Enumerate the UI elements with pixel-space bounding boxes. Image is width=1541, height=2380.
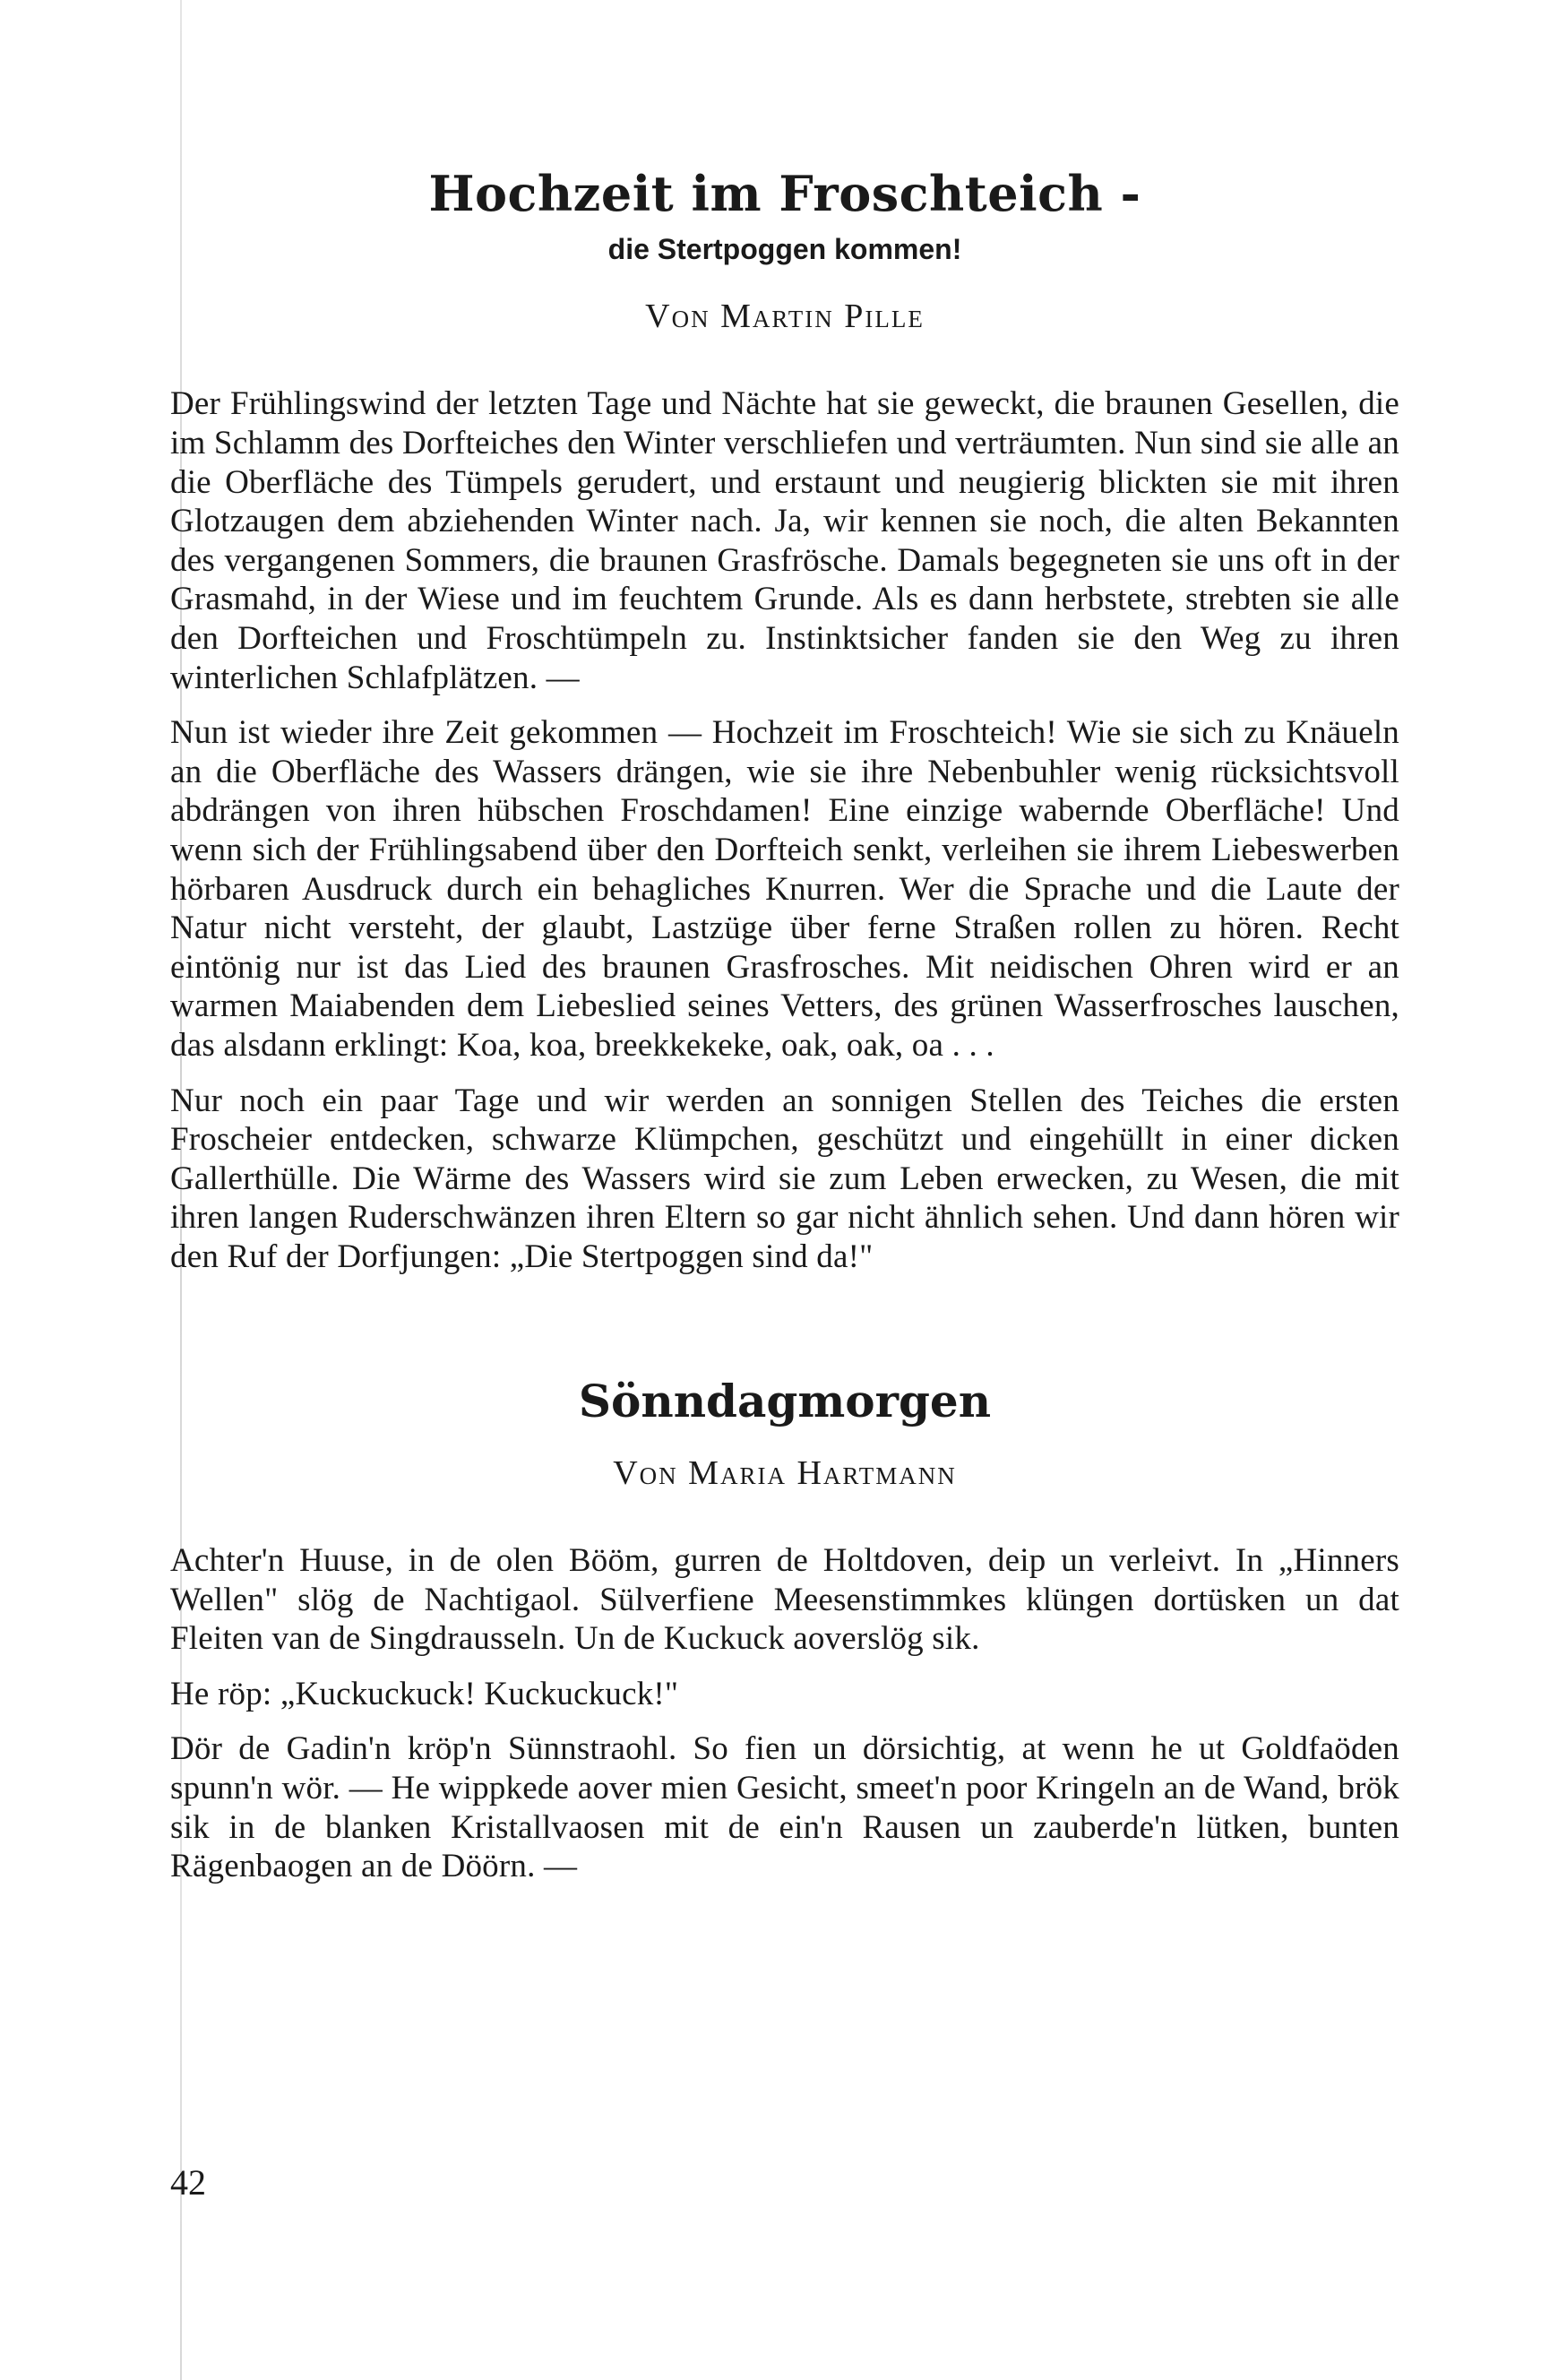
page-number: 42 xyxy=(170,2162,206,2203)
article-byline: Von Martin Pille xyxy=(645,298,925,336)
section-paragraph-1: Achter'n Huuse, in de olen Bööm, gurren de Holtdoven, deip un verleivt. In „Hinners Wellen" slög de Nachtigaol. Sülverfiene Meesenstimmkes klüngen dortüsken un dat Fleiten van de Singdrausseln. Un de Kuckuck aoverslög sik. xyxy=(170,1542,1399,1658)
book-page xyxy=(170,134,1399,1886)
article-subtitle: die Stertpoggen kommen! xyxy=(607,233,962,266)
section-byline: Von Maria Hartmann xyxy=(613,1454,957,1493)
article-paragraph-2: Nun ist wieder ihre Zeit gekommen — Hochzeit im Froschteich! Wie sie sich zu Knäueln an die Oberfläche des Wassers drängen, wie sie ihre Nebenbuhler wenig rücksichtsvoll abdrängen von ihren hübschen Froschdamen! Eine einzige wabernde Oberfläche! Und wenn sich der Frühlingsabend über den Dorfteich senkt, verleihen sie ihrem Liebeswerben hörbaren Ausdruck durch ein behagliches Knurren. Wer die Sprache und die Laute der Natur nicht versteht, der glaubt, Lastzüge über ferne Straßen rollen zu hören. Recht eintönig nur ist das Lied des braunen Grasfrosches. Mit neidischen Ohren wird er an warmen Maiabenden dem Liebeslied seines Vetters, des grünen Wasserfrosches lauschen, das alsdann erklingt: Koa, koa, breekkekeke, oak, oak, oa . . . xyxy=(170,714,1399,1064)
article-paragraph-3: Nur noch ein paar Tage und wir werden an sonnigen Stellen des Teiches die ersten Froscheier entdecken, schwarze Klümpchen, geschützt und eingehüllt in einer dicken Gallerthülle. Die Wärme des Wassers wird sie zum Leben erwecken, zu Wesen, die mit ihren langen Ruderschwänzen ihren Eltern so gar nicht ähnlich sehen. Und dann hören wir den Ruf der Dorfjungen: „Die Stertpoggen sind da!" xyxy=(170,1082,1399,1275)
section-paragraph-2: He röp: „Kuckuckuck! Kuckuckuck!" xyxy=(170,1675,679,1712)
article-paragraph-1: Der Frühlingswind der letzten Tage und Nächte hat sie geweckt, die braunen Gesellen, die im Schlamm des Dorfteiches den Winter verschliefen und verträumten. Nun sind sie alle an die Oberfläche des Tümpels gerudert, und erstaunt und neugierig blickten sie mit ihren Glotzaugen dem abziehenden Winter nach. Ja, wir kennen sie noch, die alten Bekannten des vergangenen Sommers, die braunen Grasfrösche. Damals begegneten sie uns oft in der Grasmahd, in der Wiese und im feuchtem Grunde. Als es dann herbstete, strebten sie alle den Dorfteichen und Froschtümpeln zu. Instinktsicher fanden sie den Weg zu ihren winterlichen Schlafplätzen. — xyxy=(170,385,1399,696)
section-title: Sönndagmorgen xyxy=(578,1374,992,1427)
article-title: Hochzeit im Froschteich - xyxy=(428,165,1141,222)
section-paragraph-3: Dör de Gadin'n kröp'n Sünnstraohl. So fien un dörsichtig, at wenn he ut Goldfaöden spunn'n wör. — He wippkede aover mien Gesicht, smeet'n poor Kringeln an de Wand, brök sik in de blanken Kristallvaosen mit de ein'n Rausen un zauberde'n lütken, bunten Rägenbaogen an de Döörn. — xyxy=(170,1730,1399,1885)
